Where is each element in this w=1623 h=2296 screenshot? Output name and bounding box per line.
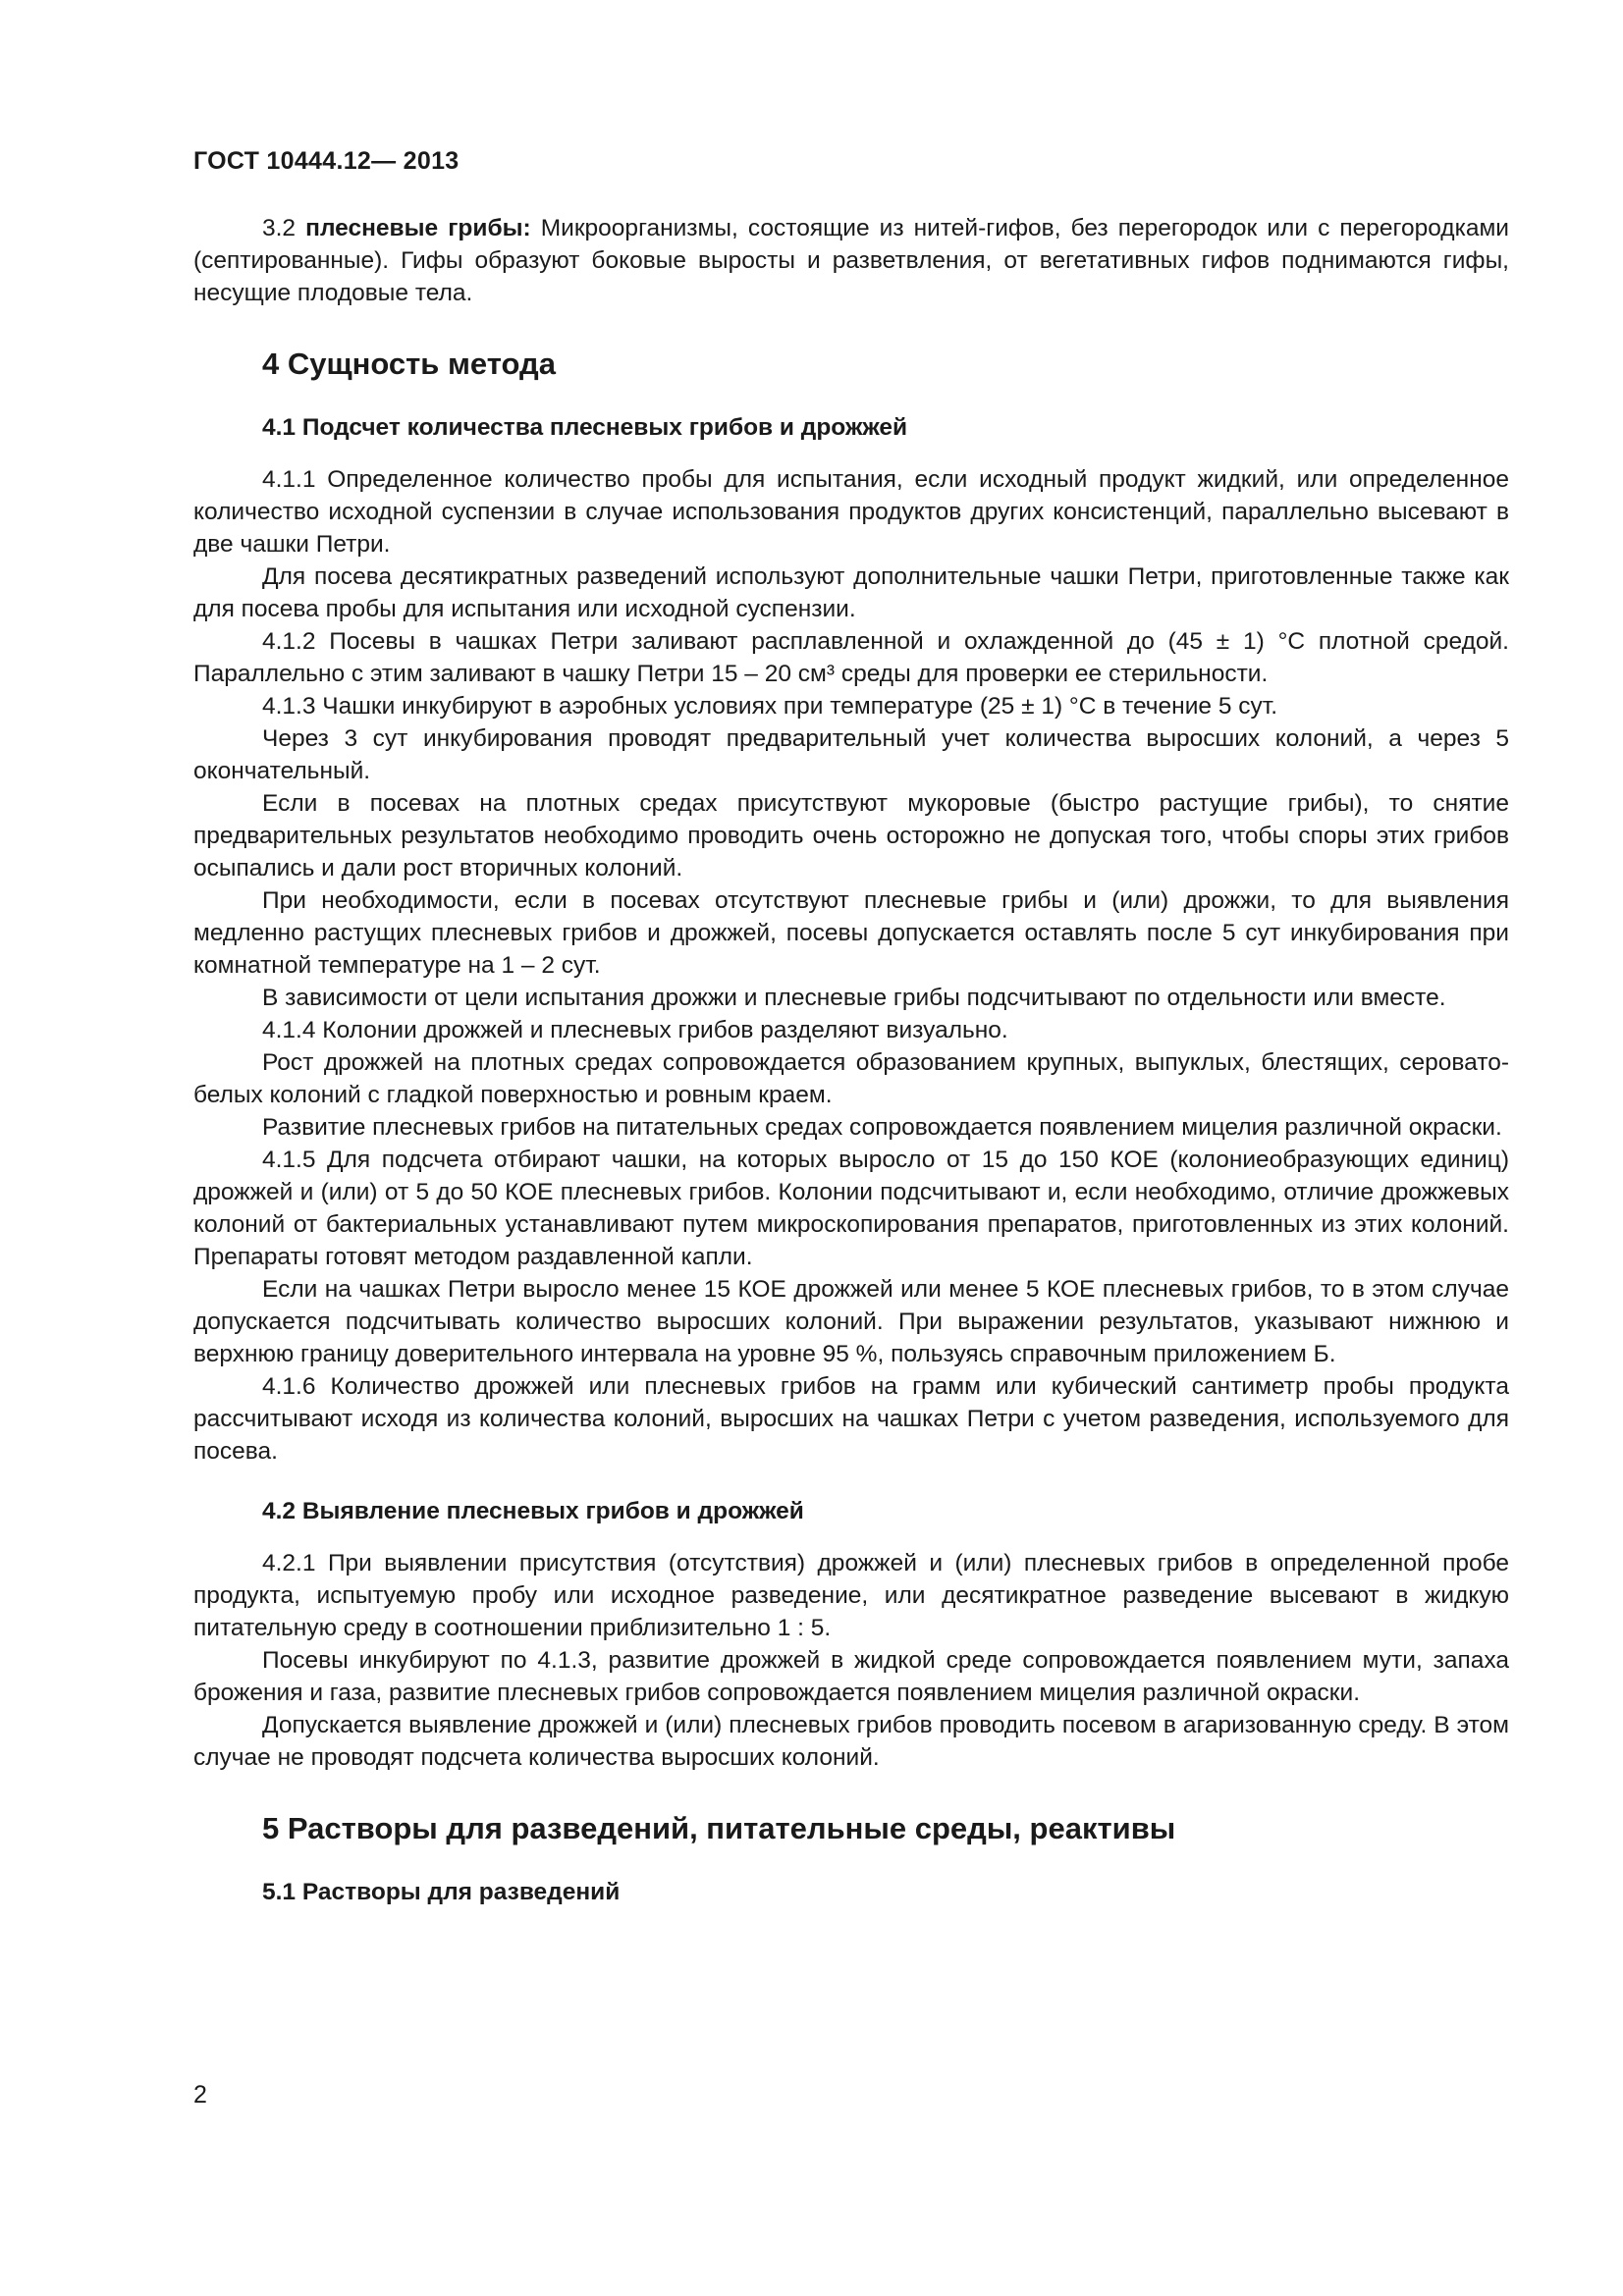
paragraph: 4.1.6 Количество дрожжей или плесневых грибов на грамм или кубический сантиметр пробы продукта рассчитывают исходя из количества колоний, выросших на чашках Петри с учетом разведения, используемого для посева. (193, 1373, 1509, 1465)
paragraph: Посевы инкубируют по 4.1.3, развитие дрожжей в жидкой среде сопровождается появлением мути, запаха брожения и газа, развитие плесневых грибов сопровождается появлением мицелия различной окраски. (193, 1647, 1509, 1706)
paragraph: 4.1.4 Колонии дрожжей и плесневых грибов разделяют визуально. (262, 1017, 1008, 1043)
document-header: ГОСТ 10444.12— 2013 (193, 147, 460, 175)
subsection-5-1-title: 5.1 Растворы для разведений (262, 1879, 621, 1905)
document-body (193, 212, 1509, 1908)
paragraph: 4.1.2 Посевы в чашках Петри заливают расплавленной и охлажденной до (45 ± 1) °С плотной средой. Параллельно с этим заливают в чашку Петри 15 – 20 см³ среды для проверки ее стерильности. (193, 628, 1509, 687)
paragraph-3-2 (193, 212, 1509, 309)
term-mold-fungi: плесневые грибы: (305, 215, 531, 241)
paragraph: При необходимости, если в посевах отсутствуют плесневые грибы и (или) дрожжи, то для выявления медленно растущих плесневых грибов и дрожжей, посевы допускается оставлять после 5 сут инкубирования при комнатной температуре на 1 – 2 сут. (193, 887, 1509, 979)
paragraph: 4.1.1 Определенное количество пробы для испытания, если исходный продукт жидкий, или определенное количество исходной суспензии в случае использования продуктов других консистенций, параллельно высевают в две чашки Петри. (193, 466, 1509, 558)
paragraph: Если на чашках Петри выросло менее 15 КОЕ дрожжей или менее 5 КОЕ плесневых грибов, то в этом случае допускается подсчитывать количество выросших колоний. При выражении результатов, указывают нижнюю и верхнюю границу доверительного интервала на уровне 95 %, пользуясь справочным приложением Б. (193, 1276, 1509, 1367)
subsection-4-1-title: 4.1 Подсчет количества плесневых грибов и дрожжей (262, 414, 908, 441)
page-number: 2 (193, 2081, 207, 2109)
paragraph: Для посева десятикратных разведений используют дополнительные чашки Петри, приготовленные также как для посева пробы для испытания или исходной суспензии. (193, 563, 1509, 622)
paragraph: 4.1.3 Чашки инкубируют в аэробных условиях при температуре (25 ± 1) °С в течение 5 сут. (262, 693, 1278, 720)
paragraph-3-2-text: Микроорганизмы, состоящие из нитей-гифов, без перегородок или с перегородками (септированные). Гифы образуют боковые выросты и разветвления, от вегетативных гифов поднимаются гифы, несущие плодовые тела. (193, 215, 1509, 306)
paragraph-3-2-number: 3.2 (262, 215, 306, 241)
paragraph: Развитие плесневых грибов на питательных средах сопровождается появлением мицелия различной окраски. (262, 1114, 1502, 1141)
paragraph: Через 3 сут инкубирования проводят предварительный учет количества выросших колоний, а через 5 окончательный. (193, 725, 1509, 784)
paragraph: Если в посевах на плотных средах присутствуют мукоровые (быстро растущие грибы), то снятие предварительных результатов необходимо проводить очень осторожно не допуская того, чтобы споры этих грибов осыпались и дали рост вторичных колоний. (193, 790, 1509, 881)
paragraph: 4.1.5 Для подсчета отбирают чашки, на которых выросло от 15 до 150 КОЕ (колониеобразующих единиц) дрожжей и (или) от 5 до 50 КОЕ плесневых грибов. Колонии подсчитывают и, если необходимо, отличие дрожжевых колоний от бактериальных устанавливают путем микроскопирования препаратов, приготовленных из этих колоний. Препараты готовят методом раздавленной капли. (193, 1147, 1509, 1270)
paragraph: 4.2.1 При выявлении присутствия (отсутствия) дрожжей и (или) плесневых грибов в определенной пробе продукта, испытуемую пробу или исходное разведение, или десятикратное разведение высевают в жидкую питательную среду в соотношении приблизительно 1 : 5. (193, 1550, 1509, 1641)
section-5-title: 5 Растворы для разведений, питательные среды, реактивы (262, 1811, 1176, 1845)
section-4-title: 4 Сущность метода (262, 347, 556, 381)
paragraph: Рост дрожжей на плотных средах сопровождается образованием крупных, выпуклых, блестящих, серовато-белых колоний с гладкой поверхностью и ровным краем. (193, 1049, 1509, 1108)
paragraph: Допускается выявление дрожжей и (или) плесневых грибов проводить посевом в агаризованную среду. В этом случае не проводят подсчета количества выросших колоний. (193, 1712, 1509, 1771)
subsection-4-2-title: 4.2 Выявление плесневых грибов и дрожжей (262, 1498, 804, 1524)
paragraph: В зависимости от цели испытания дрожжи и плесневые грибы подсчитывают по отдельности или вместе. (262, 985, 1446, 1011)
